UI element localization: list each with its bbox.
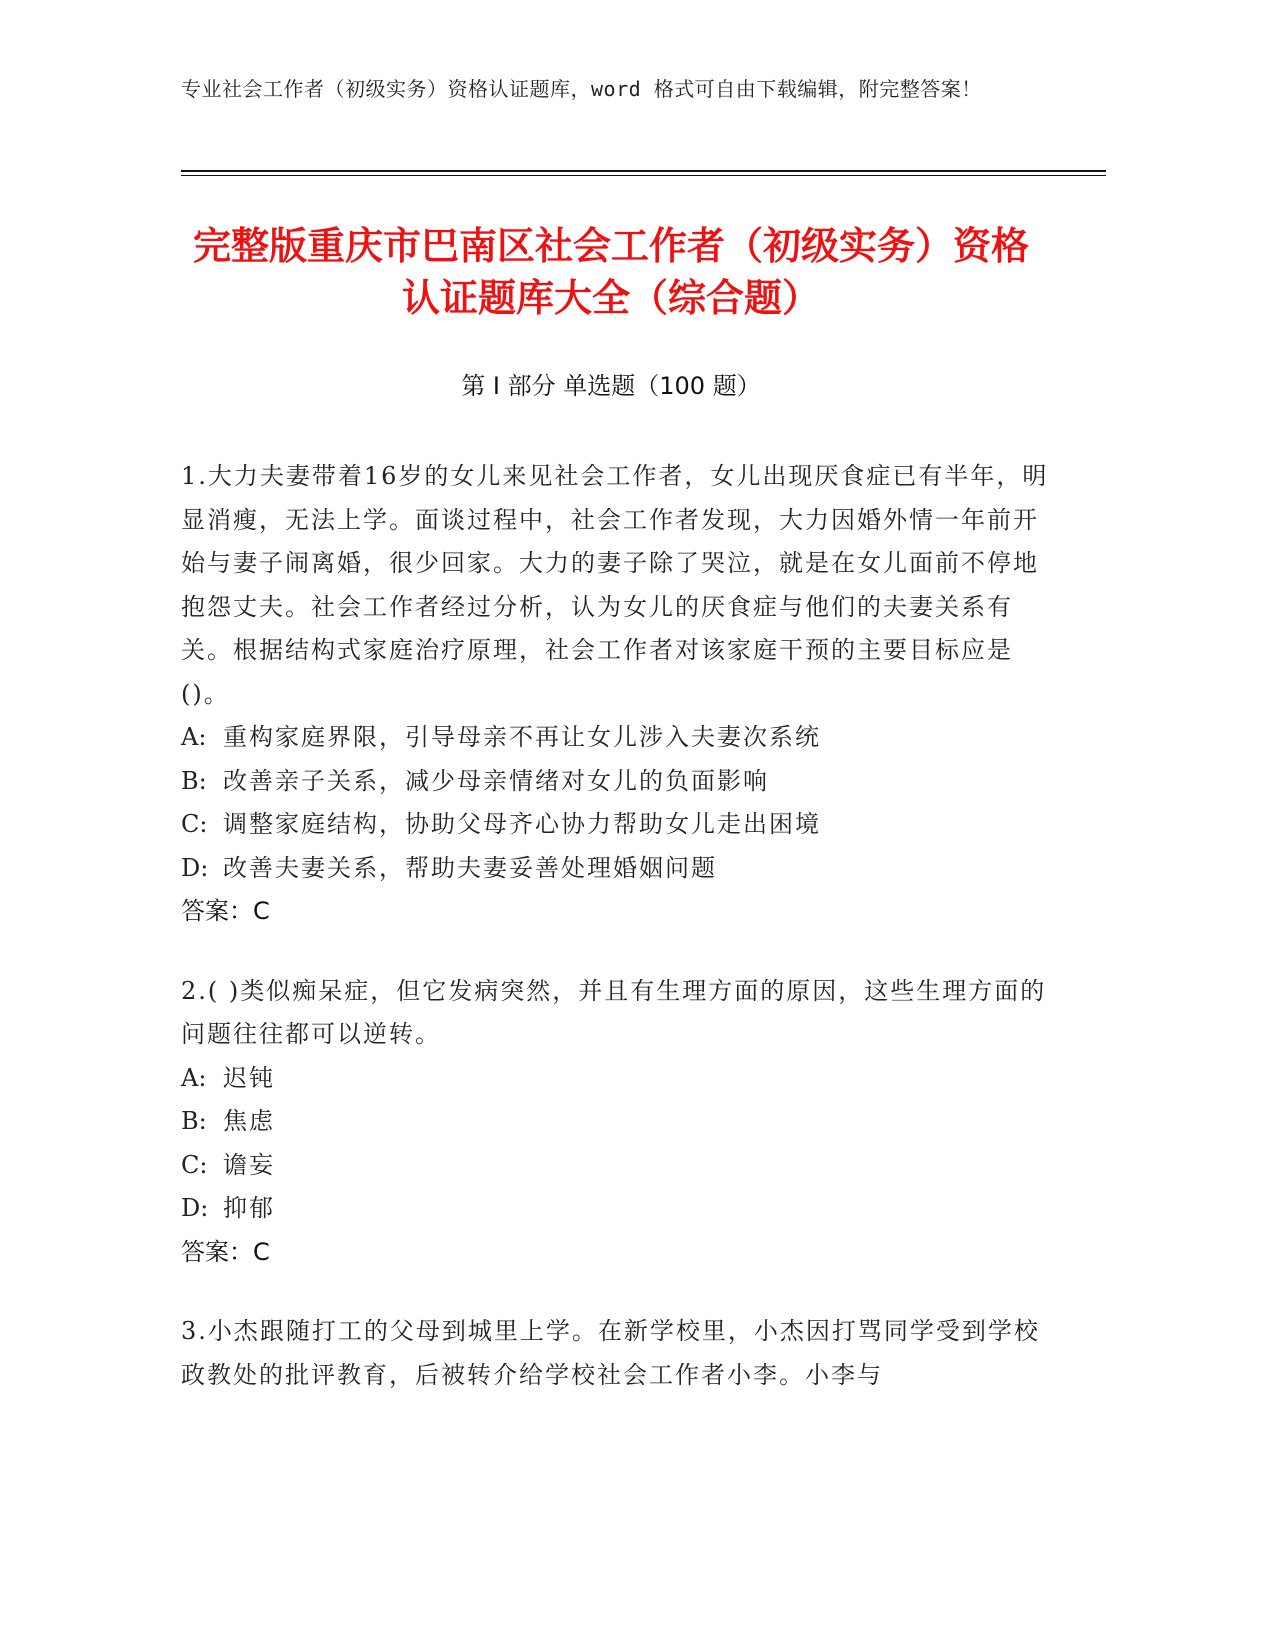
question-2 bbox=[181, 970, 1051, 1275]
option-letter: A: bbox=[181, 1063, 207, 1092]
option-d bbox=[181, 1187, 1051, 1231]
option-text: 调整家庭结构，协助父母齐心协力帮助女儿走出困境 bbox=[223, 810, 821, 838]
option-text: 谵妄 bbox=[223, 1150, 275, 1179]
header-note: 专业社会工作者（初级实务）资格认证题库，word 格式可自由下载编辑，附完整答案！ bbox=[181, 77, 982, 101]
question-text: 2.( )类似痴呆症，但它发病突然，并且有生理方面的原因，这些生理方面的问题往往都可以逆转。 bbox=[181, 976, 1047, 1048]
option-c bbox=[181, 803, 1051, 847]
answer-value: C bbox=[253, 1237, 270, 1266]
question-1 bbox=[181, 455, 1051, 934]
answer-label: 答案： bbox=[181, 1237, 253, 1266]
option-text: 改善夫妻关系，帮助夫妻妥善处理婚姻问题 bbox=[223, 853, 717, 882]
option-letter: C: bbox=[181, 810, 208, 838]
option-a bbox=[181, 1057, 1051, 1101]
option-text: 改善亲子关系，减少母亲情绪对女儿的负面影响 bbox=[223, 766, 769, 795]
option-text: 抑郁 bbox=[223, 1194, 275, 1222]
option-b bbox=[181, 1100, 1051, 1144]
document-title: 完整版重庆市巴南区社会工作者（初级实务）资格认证题库大全（综合题） bbox=[192, 224, 1029, 320]
option-a bbox=[181, 716, 1051, 760]
answer-value: C bbox=[253, 897, 270, 925]
option-letter: D: bbox=[181, 853, 209, 882]
question-text: 1.大力夫妻带着16岁的女儿来见社会工作者，女儿出现厌食症已有半年，明显消瘦，无法上学。面谈过程中，社会工作者发现，大力因婚外情一年前开始与妻子闹离婚，很少回家。大力的妻子除了哭泣，就是在女儿面前不停地抱怨丈夫。社会工作者经过分析，认为女儿的厌食症与他们的夫妻关系有关。根据结构式家庭治疗原理，社会工作者对该家庭干预的主要目标应是()。 bbox=[181, 462, 1049, 708]
question-list bbox=[181, 455, 1051, 1433]
option-d bbox=[181, 847, 1051, 891]
option-c bbox=[181, 1144, 1051, 1188]
option-letter: A: bbox=[181, 723, 207, 751]
answer-label: 答案： bbox=[181, 897, 253, 925]
option-letter: B: bbox=[181, 766, 207, 795]
answer-line bbox=[181, 1231, 1051, 1275]
question-text: 3.小杰跟随打工的父母到城里上学。在新学校里，小杰因打骂同学受到学校政教处的批评教育，后被转介给学校社会工作者小李。小李与 bbox=[181, 1317, 1040, 1389]
option-text: 迟钝 bbox=[223, 1063, 275, 1092]
option-text: 重构家庭界限，引导母亲不再让女儿涉入夫妻次系统 bbox=[223, 723, 821, 751]
answer-line bbox=[181, 890, 1051, 934]
section-heading: 第 I 部分 单选题（100 题） bbox=[461, 372, 761, 400]
option-letter: B: bbox=[181, 1107, 207, 1135]
question-3 bbox=[181, 1310, 1051, 1397]
option-b bbox=[181, 760, 1051, 804]
option-text: 焦虑 bbox=[223, 1107, 275, 1135]
option-letter: C: bbox=[181, 1150, 208, 1179]
option-letter: D: bbox=[181, 1194, 209, 1222]
header-divider-thick bbox=[181, 170, 1106, 172]
header-divider-thin bbox=[181, 175, 1106, 176]
